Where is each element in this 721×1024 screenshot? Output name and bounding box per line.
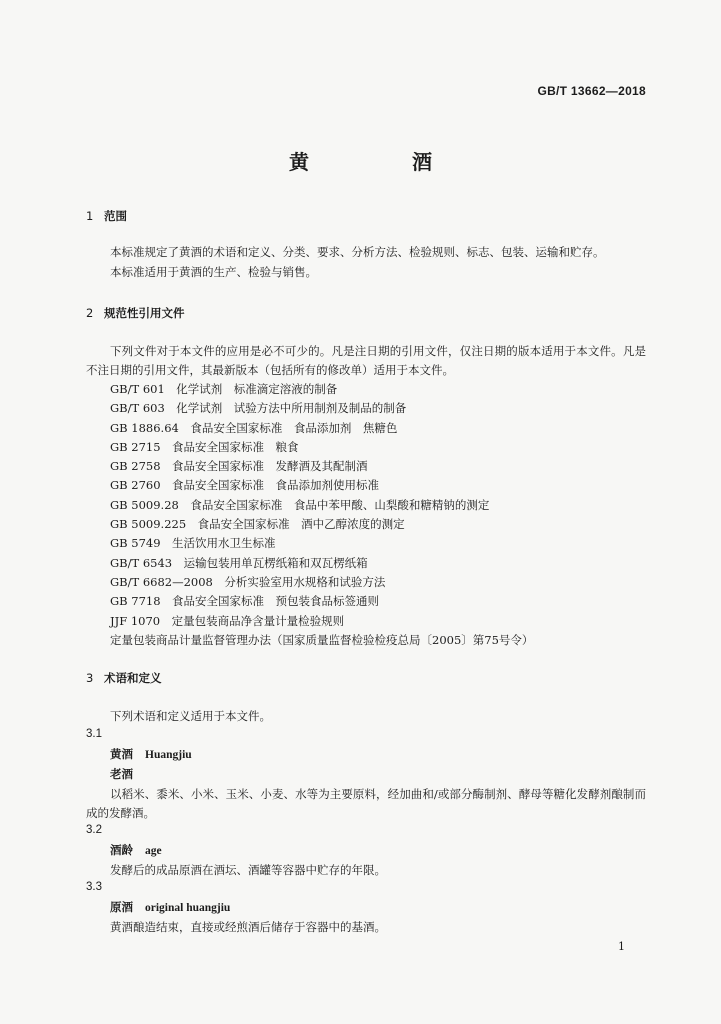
term-english: Huangjiu: [145, 749, 192, 761]
reference-item: GB/T 603 化学试剂 试验方法中所用制剂及制品的制备: [110, 401, 407, 416]
term-heading: [110, 898, 230, 918]
reference-list: [110, 380, 533, 650]
section-3-heading: [86, 670, 162, 686]
term-definition: 以稻米、黍米、小米、玉米、小麦、水等为主要原料，经加曲和/或部分酶制剂、酵母等糖化发酵剂酿制而成的发酵酒。: [86, 787, 646, 820]
reference-item: 定量包装商品计量监督管理办法（国家质量监督检验检疫总局〔2005〕第75号令）: [110, 632, 534, 647]
reference-item: GB 5009.28 食品安全国家标准 食品中苯甲酸、山梨酸和糖精钠的测定: [110, 497, 490, 512]
term-chinese: 原酒: [110, 900, 133, 914]
term-heading: [110, 745, 192, 765]
reference-item: GB 5009.225 食品安全国家标准 酒中乙醇浓度的测定: [110, 517, 405, 532]
reference-item: GB 2760 食品安全国家标准 食品添加剂使用标准: [110, 478, 380, 493]
page-number: 1: [618, 940, 625, 953]
scope-paragraph-1: 本标准规定了黄酒的术语和定义、分类、要求、分析方法、检验规则、标志、包装、运输和贮存。: [110, 245, 605, 259]
reference-item: GB 5749 生活饮用水卫生标准: [110, 536, 276, 551]
term-chinese: 酒龄: [110, 843, 133, 857]
section-number: 1: [86, 209, 94, 223]
section-title: 术语和定义: [104, 671, 162, 685]
reference-item: GB/T 6682—2008 分析实验室用水规格和试验方法: [110, 574, 386, 589]
section-title: 范围: [104, 209, 127, 223]
term-alias: 老酒: [110, 767, 133, 781]
reference-item: JJF 1070 定量包装商品净含量计量检验规则: [110, 613, 345, 628]
section-2-heading: [86, 305, 185, 321]
term-number: 3.1: [86, 728, 102, 740]
term-number: 3.3: [86, 881, 102, 893]
term-english: original huangjiu: [145, 902, 231, 914]
reference-item: GB/T 601 化学试剂 标准滴定溶液的制备: [110, 382, 338, 396]
document-title: 黄 酒: [289, 150, 480, 174]
reference-item: GB 2758 食品安全国家标准 发酵酒及其配制酒: [110, 459, 368, 474]
term-definition: 发酵后的成品原酒在酒坛、酒罐等容器中贮存的年限。: [110, 863, 386, 877]
scope-paragraph-2: 本标准适用于黄酒的生产、检验与销售。: [110, 265, 317, 279]
reference-item: GB 2715 食品安全国家标准 粮食: [110, 439, 299, 454]
section-1-heading: [86, 208, 127, 224]
reference-item: GB/T 6543 运输包装用单瓦楞纸箱和双瓦楞纸箱: [110, 555, 368, 570]
term-definition: 黄酒酿造结束，直接或经煎酒后储存于容器中的基酒。: [110, 920, 386, 934]
terms-intro: 下列术语和定义适用于本文件。: [110, 709, 271, 723]
term-number: 3.2: [86, 824, 102, 836]
section-title: 规范性引用文件: [104, 306, 185, 320]
term-chinese: 黄酒: [110, 747, 133, 761]
reference-item: GB 1886.64 食品安全国家标准 食品添加剂 焦糖色: [110, 420, 398, 435]
reference-item: GB 7718 食品安全国家标准 预包装食品标签通则: [110, 594, 380, 609]
references-intro: 下列文件对于本文件的应用是必不可少的。凡是注日期的引用文件，仅注日期的版本适用于本文件。凡是不注日期的引用文件，其最新版本（包括所有的修改单）适用于本文件。: [86, 344, 646, 377]
term-english: age: [145, 845, 162, 857]
section-number: 3: [86, 671, 94, 685]
standard-code: GB/T 13662—2018: [537, 84, 646, 98]
term-heading: [110, 841, 162, 861]
section-number: 2: [86, 306, 94, 320]
